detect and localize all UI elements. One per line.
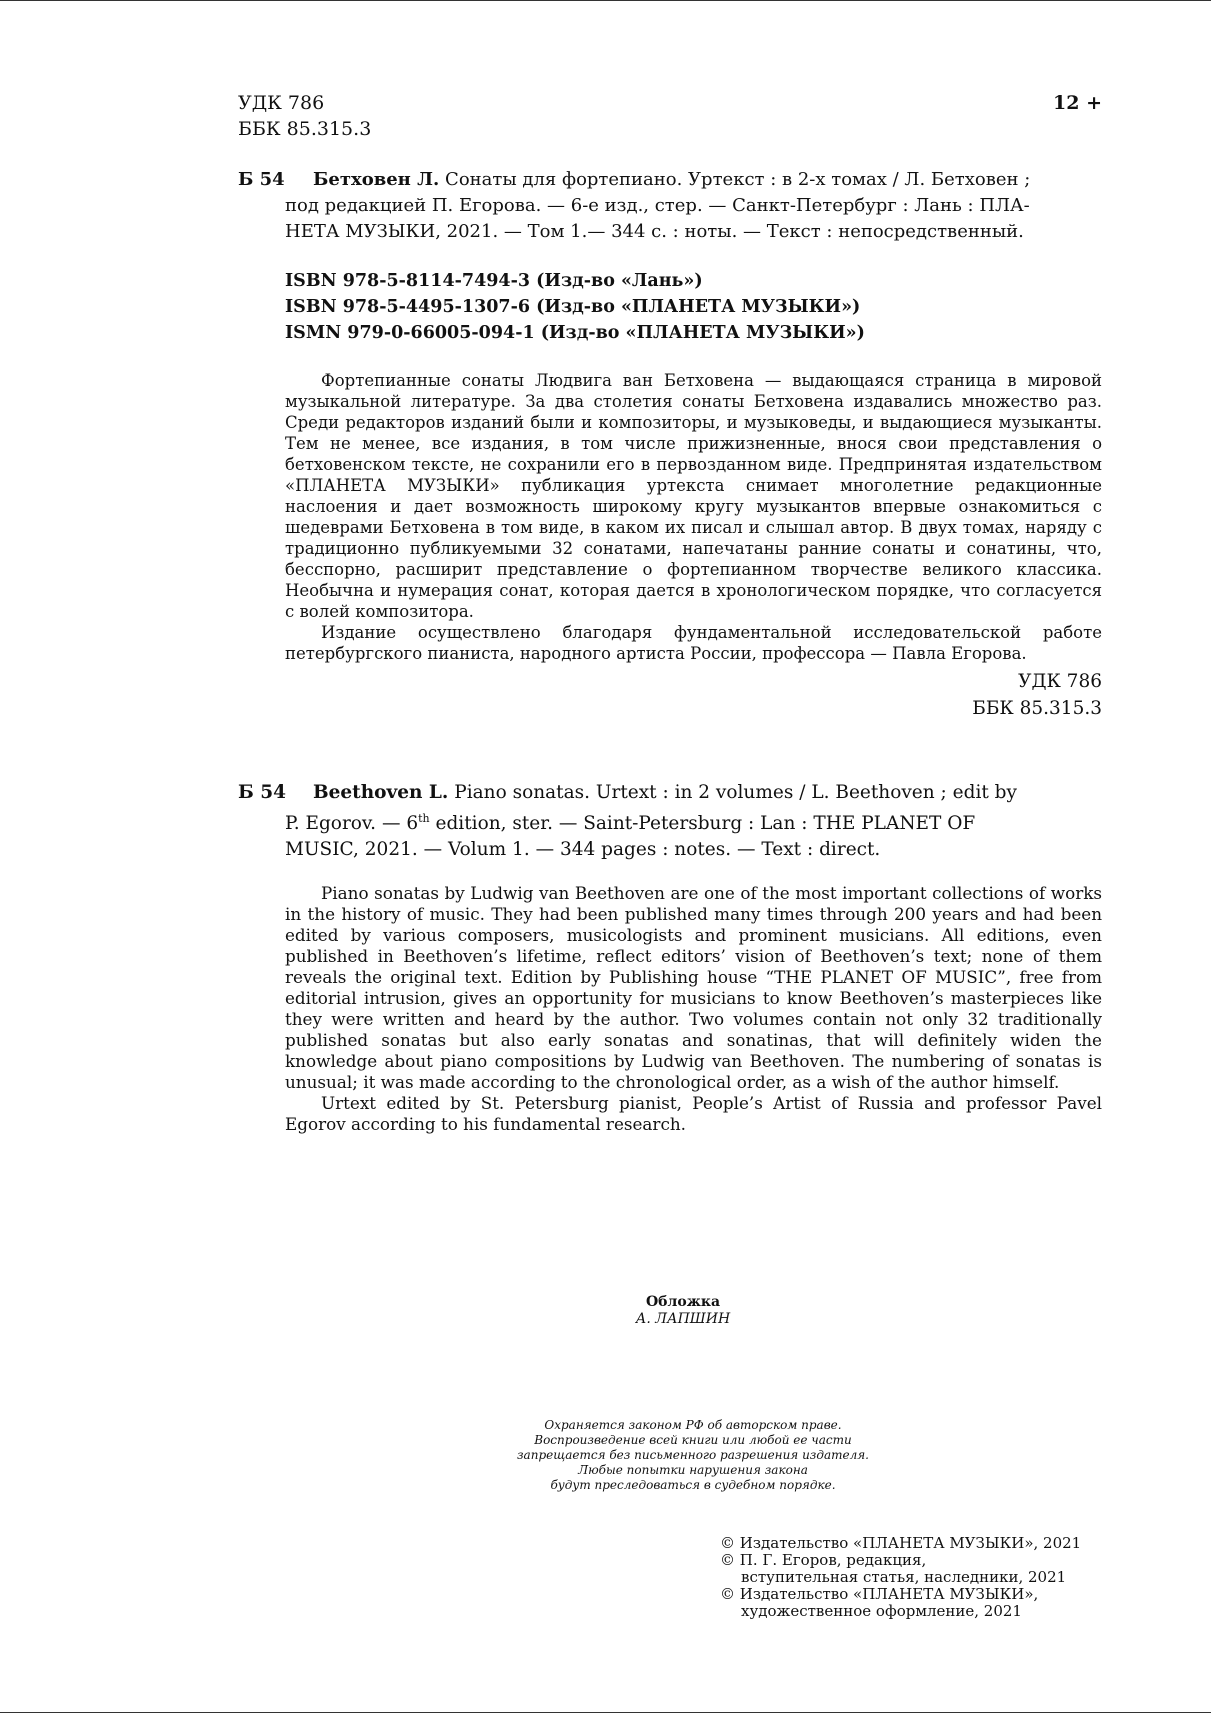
cover-credit	[560, 1294, 806, 1328]
cover-label: Обложка	[645, 1294, 721, 1310]
copyright-line-2: © П. Г. Егоров, редакция,	[720, 1551, 927, 1569]
page-top-rule	[0, 0, 1211, 1]
copyright-line-5: художественное оформление, 2021	[741, 1602, 1022, 1620]
ismn-planet: ISMN 979-0-66005-094-1 (Изд-во «ПЛАНЕТА МУЗЫКИ»)	[285, 323, 865, 343]
ru-annotation-classification	[850, 668, 1102, 722]
en-entry-line1: Piano sonatas. Urtext : in 2 volumes / L. Beethoven ; edit by	[454, 782, 1017, 803]
isbn-lan: ISBN 978-5-8114-7494-3 (Изд-во «Лань»)	[285, 271, 703, 291]
ru-entry-line3: НЕТА МУЗЫКИ, 2021. — Том 1.— 344 с. : ноты. — Текст : непосредственный.	[285, 221, 1024, 242]
legal-notice	[480, 1418, 906, 1493]
ru-entry-line1: Сонаты для фортепиано. Уртекст : в 2-х томах / Л. Бетховен ;	[445, 169, 1031, 190]
en-annotation-paragraph-1: Piano sonatas by Ludwig van Beethoven are one of the most important collections of works in the history of music. They had been published many times through 200 years and had been edited by various composers, musicologists and prominent musicians. All editions, even published in Beethoven’s lifetime, reflect editors’ vision of Beethoven’s text; none of them reveals the original text. Edition by Publishing house “THE PLANET OF MUSIC”, free from editorial intrusion, gives an opportunity for musicians to know Beethoven’s masterpieces like they were written and heard by the author. Two volumes contain not only 32 traditionally published sonatas but also early sonatas and sonatinas, that will definitely widen the knowledge about piano compositions by Ludwig van Beethoven. The numbering of sonatas is unusual; it was made according to the chronological order, as a wish of the author himself.	[285, 883, 1102, 1092]
copyright-line-4: © Издательство «ПЛАНЕТА МУЗЫКИ»,	[720, 1585, 1039, 1603]
copyright-block	[720, 1535, 1110, 1620]
copyright-line-3: вступительная статья, наследники, 2021	[741, 1568, 1067, 1586]
header-classification	[238, 90, 371, 142]
isbn-planet: ISBN 978-5-4495-1307-6 (Изд-во «ПЛАНЕТА МУЗЫКИ»)	[285, 297, 861, 317]
en-entry-line2-sup: th	[418, 812, 430, 825]
legal-line-1: Охраняется законом РФ об авторском праве.	[544, 1418, 842, 1432]
en-bibliographic-entry	[238, 780, 1102, 863]
legal-line-3: запрещается без письменного разрешения издателя.	[517, 1448, 869, 1462]
en-annotation	[285, 883, 1102, 1135]
en-entry-line2	[238, 806, 1102, 837]
en-entry-line2-pre: P. Egorov. — 6	[285, 813, 419, 835]
en-entry-code: Б 54	[238, 782, 286, 803]
ru-entry-author: Бетховен Л.	[313, 169, 440, 190]
udk-code: УДК 786	[238, 92, 325, 114]
legal-line-2: Воспроизведение всей книги или любой ее части	[534, 1433, 852, 1447]
ru-entry-code: Б 54	[238, 169, 285, 190]
copyright-line-1: © Издательство «ПЛАНЕТА МУЗЫКИ», 2021	[720, 1534, 1082, 1552]
annotation-bbk: ББК 85.315.3	[972, 698, 1102, 719]
identifiers-block	[285, 268, 1105, 346]
en-entry-line3: MUSIC, 2021. — Volum 1. — 344 pages : notes. — Text : direct.	[285, 839, 881, 861]
ru-bibliographic-entry	[238, 167, 1102, 245]
en-entry-line2-post: edition, ster. — Saint-Petersburg : Lan : THE PLANET OF	[429, 813, 976, 835]
legal-line-4: Любые попытки нарушения закона	[578, 1463, 808, 1477]
ru-annotation-paragraph-2: Издание осуществлено благодаря фундаментальной исследовательской работе петербургского пианиста, народного артиста России, профессора — Павла Егорова.	[285, 623, 1102, 663]
en-annotation-paragraph-2: Urtext edited by St. Petersburg pianist, People’s Artist of Russia and professor Pavel Egorov according to his fundamental research.	[285, 1093, 1102, 1134]
ru-annotation	[285, 370, 1102, 664]
en-entry-author: Beethoven L.	[313, 782, 449, 803]
bbk-code: ББК 85.315.3	[238, 118, 372, 140]
age-rating: 12 +	[1053, 92, 1102, 114]
legal-line-5: будут преследоваться в судебном порядке.	[550, 1478, 836, 1492]
ru-annotation-paragraph-1: Фортепианные сонаты Людвига ван Бетховена — выдающаяся страница в мировой музыкальной литературе. За два столетия сонаты Бетховена издавались множество раз. Среди редакторов изданий были и композиторы, и музыковеды, и выдающиеся музыканты. Тем не менее, все издания, в том числе прижизненные, внося свои представления о бетховенском тексте, не сохранили его в первозданном виде. Предпринятая издательством «ПЛАНЕТА МУЗЫКИ» публикация уртекста снимает многолетние редакционные наслоения и дает возможность широкому кругу музыкантов впервые ознакомиться с шедеврами Бетховена в том виде, в каком их писал и слышал автор. В двух томах, наряду с традиционно публикуемыми 32 сонатами, напечатаны ранние сонаты и сонатины, что, бесспорно, расширит представление о фортепианном творчестве великого классика. Необычна и нумерация сонат, которая дается в хронологическом порядке, что согласуется с волей композитора.	[285, 371, 1102, 621]
cover-artist: А. ЛАПШИН	[635, 1311, 731, 1327]
ru-entry-line2: под редакцией П. Егорова. — 6-е изд., стер. — Санкт-Петербург : Лань : ПЛА-	[285, 195, 1030, 216]
annotation-udk: УДК 786	[1018, 671, 1102, 692]
